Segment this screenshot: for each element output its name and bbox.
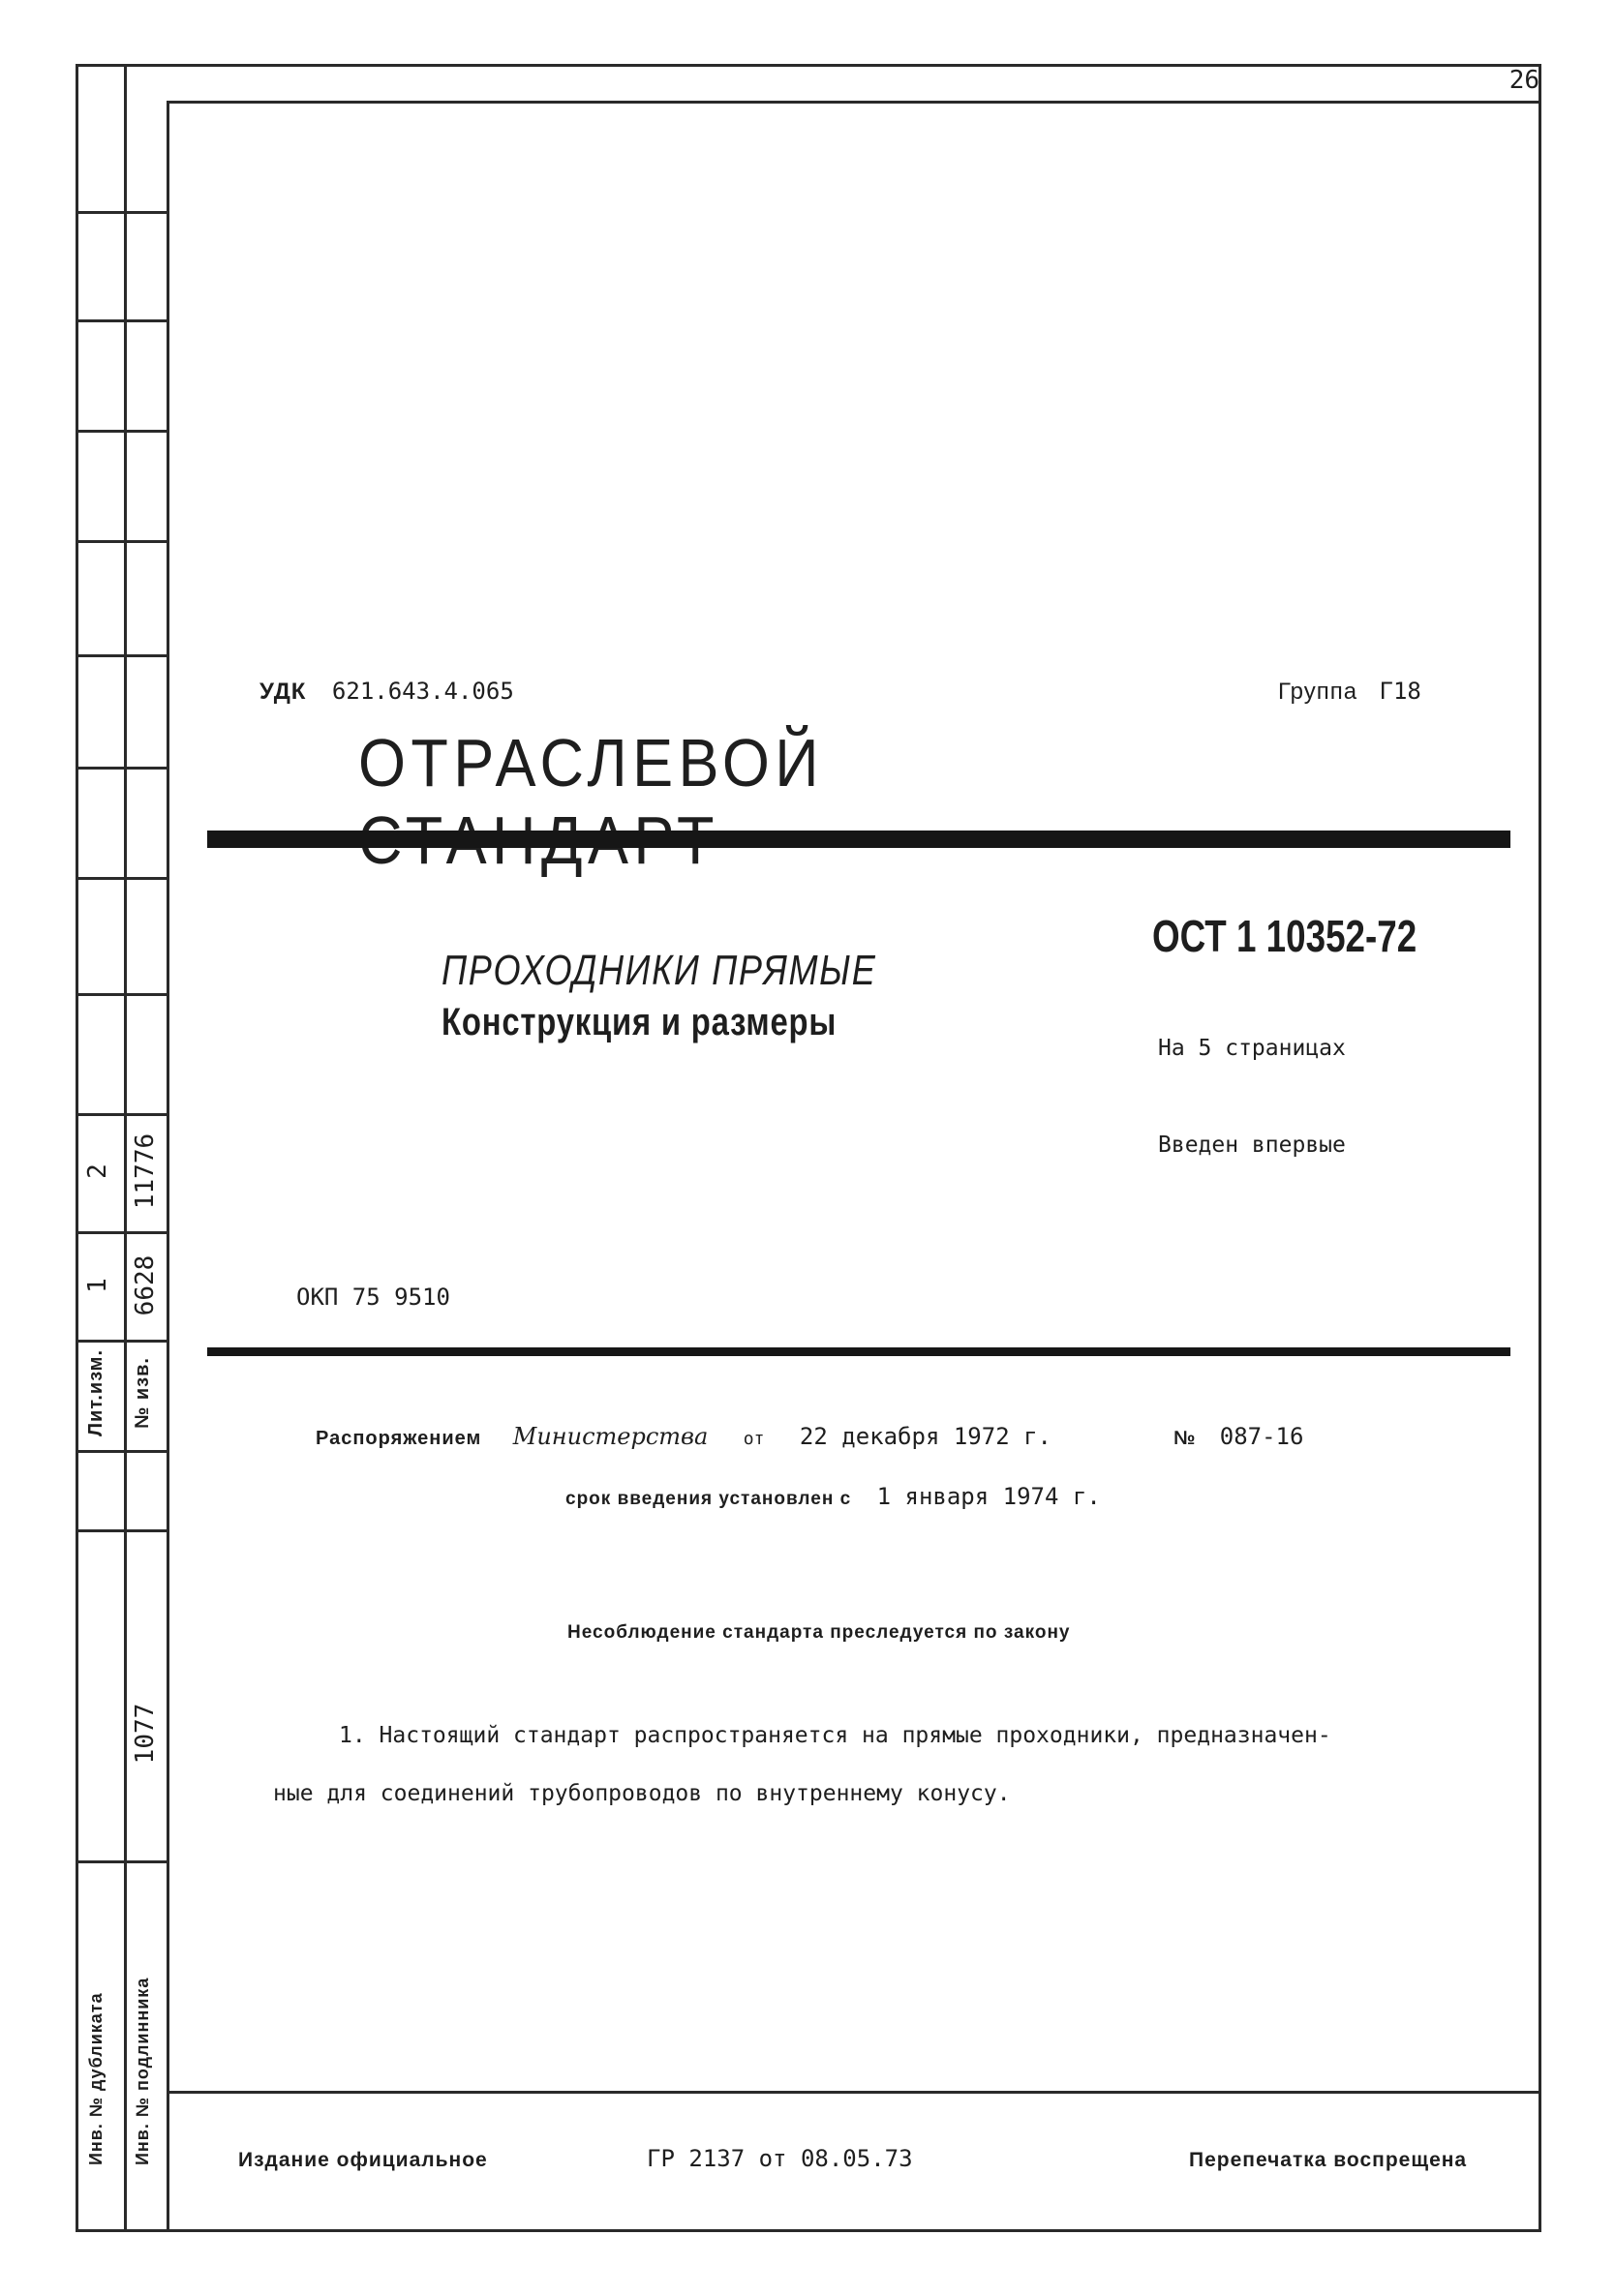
order-line (316, 1423, 1051, 1450)
body-text-line1: 1. Настоящий стандарт распространяется на прямые проходники, предназначен- (339, 1723, 1331, 1748)
stamp-duplicate-label: Инв. № дубликата (86, 1992, 106, 2165)
udk-value: 621.643.4.065 (331, 678, 514, 705)
order-label: Распоряжением (316, 1428, 482, 1449)
content-frame-top (167, 101, 1541, 104)
footer-left: Издание официальное (238, 2149, 488, 2171)
effective-label: срок введения установлен с (565, 1489, 852, 1509)
group-value: Г18 (1379, 678, 1421, 705)
law-notice: Несоблюдение стандарта преследуется по закону (567, 1622, 1071, 1643)
order-ministry: Министерства (512, 1423, 709, 1450)
stamp-doc-2: 11776 (131, 1133, 160, 1210)
header-rule (207, 831, 1510, 848)
effective-date: 1 января 1974 г. (876, 1483, 1101, 1510)
doc-title-line2: Конструкция и размеры (442, 1001, 838, 1043)
page-number: 26 (1508, 66, 1539, 95)
group-label: Группа (1278, 679, 1358, 705)
body-text-line2: ные для соединений трубопроводов по внутреннему конусу. (273, 1781, 1011, 1806)
udk-label: УДК (259, 679, 307, 705)
order-number: 087-16 (1219, 1423, 1304, 1450)
footer-rule (167, 2091, 1541, 2094)
order-number-line (1173, 1423, 1303, 1450)
header-title: ОТРАСЛЕВОЙ (358, 725, 824, 801)
stamp-change-2: 2 (83, 1163, 112, 1179)
stamp-inventory-value: 1077 (131, 1703, 160, 1765)
okp-rule (207, 1347, 1510, 1356)
pages-note: На 5 страницах (1158, 1036, 1346, 1061)
order-from: от (743, 1429, 765, 1449)
okp-code: ОКП 75 9510 (296, 1284, 450, 1311)
group-line (1278, 678, 1421, 706)
stamp-column-divider (124, 64, 127, 2232)
footer-center: ГР 2137 от 08.05.73 (647, 2145, 913, 2172)
introduced-note: Введен впервые (1158, 1133, 1346, 1158)
stamp-change-label: Лит.изм. (85, 1349, 107, 1437)
ost-number: ОСТ 1 10352-72 (1152, 911, 1417, 961)
order-number-sign: № (1173, 1428, 1197, 1449)
doc-title-line1: ПРОХОДНИКИ ПРЯМЫЕ (442, 947, 877, 994)
stamp-original-label: Инв. № подлинника (133, 1977, 152, 2165)
stamp-doc-label: № изв. (132, 1357, 153, 1429)
order-date: 22 декабря 1972 г. (799, 1423, 1051, 1450)
stamp-change-1: 1 (83, 1278, 112, 1293)
stamp-doc-1: 6628 (131, 1254, 160, 1316)
udk-line (259, 678, 514, 706)
effective-line (565, 1483, 1101, 1510)
footer-right: Перепечатка воспрещена (1189, 2149, 1468, 2171)
content-frame-left (167, 101, 169, 2232)
